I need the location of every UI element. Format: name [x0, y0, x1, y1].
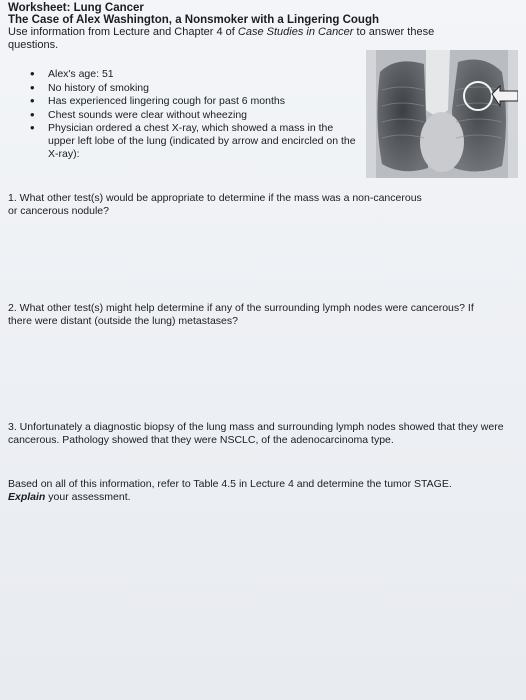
question-4-emphasis: Explain: [8, 490, 46, 503]
instructions-text: Use information from Lecture and Chapter 4 of: [8, 26, 238, 38]
instructions-text-end: to answer these questions.: [8, 26, 435, 51]
list-item: • Physician ordered a chest X-ray, which showed a mass in the upper left lobe of the lung (indicated by arrow and encircled on the X-ray):: [30, 122, 360, 160]
list-item: • Has experienced lingering cough for past 6 months: [30, 95, 360, 108]
case-title: The Case of Alex Washington, a Nonsmoker with a Lingering Cough: [8, 14, 380, 26]
book-title: Case Studies in Cancer: [237, 26, 354, 38]
instructions: [8, 26, 478, 52]
question-2: 2. What other test(s) might help determine if any of the surrounding lymph nodes were cancerous? If there were distant (outside the lung) metastases?: [8, 302, 474, 327]
question-4-text-end: your assessment.: [45, 490, 131, 503]
list-item: • No history of smoking: [30, 82, 360, 95]
worksheet-title: Worksheet: Lung Cancer: [8, 2, 144, 14]
question-1: 1. What other test(s) would be appropriate to determine if the mass was a non-cancerous or cancerous nodule?: [8, 192, 422, 217]
list-item: • Chest sounds were clear without wheezing: [30, 109, 360, 122]
question-4: [8, 478, 488, 503]
question-4-text: Based on all of this information, refer to Table 4.5 in Lecture 4 and determine the tumor STAGE.: [8, 478, 452, 490]
chest-xray-image: [366, 50, 518, 178]
case-facts-list: [30, 68, 360, 161]
list-item: • Alex's age: 51: [30, 68, 360, 81]
question-3: 3. Unfortunately a diagnostic biopsy of the lung mass and surrounding lymph nodes showed that they were cancerous. Pathology showed that they were NSCLC, of the adenocarcinoma type.: [8, 421, 504, 446]
